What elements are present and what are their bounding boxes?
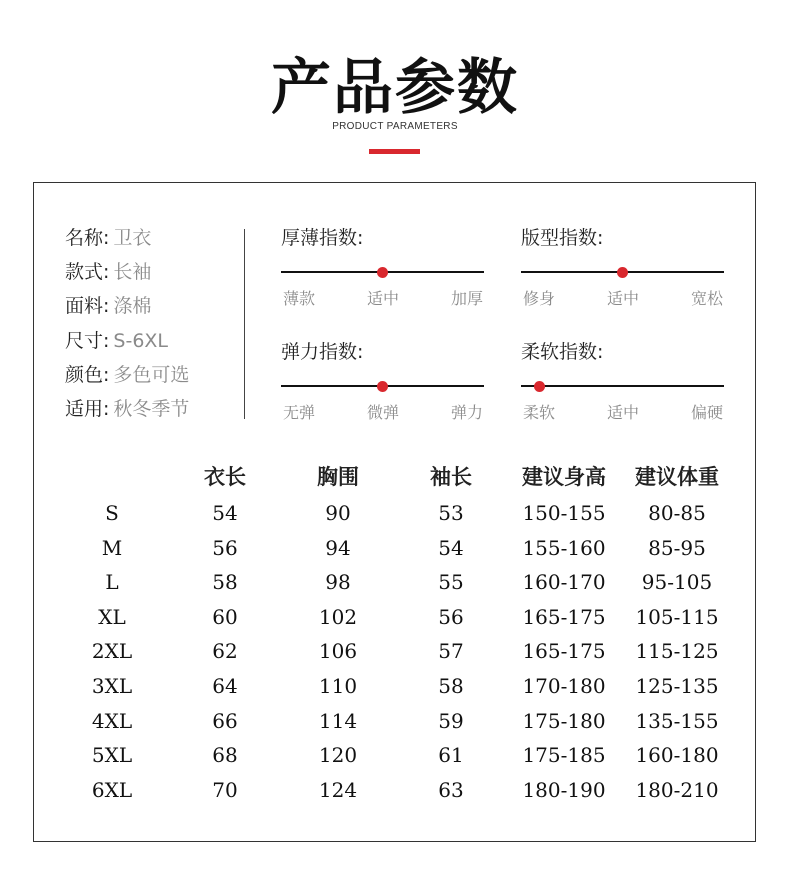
index-label-mid: 适中 <box>606 289 640 308</box>
table-cell: 175-180 <box>522 708 606 733</box>
spec-key: 适用: <box>65 398 110 420</box>
table-cell: 165-175 <box>522 639 606 664</box>
table-size-label: M <box>101 535 123 560</box>
title-accent-rule <box>369 149 420 154</box>
table-cell: 60 <box>212 604 238 629</box>
index-level-marker <box>377 267 388 278</box>
index-label-low: 柔软 <box>522 403 556 422</box>
table-size-label: L <box>105 570 119 595</box>
index-label-mid: 微弹 <box>366 403 400 422</box>
spec-style <box>65 260 151 284</box>
index-label-high: 偏硬 <box>690 403 724 422</box>
table-cell: 59 <box>438 708 464 733</box>
spec-key: 名称: <box>65 227 110 249</box>
table-header-cell: 建议身高 <box>522 465 606 489</box>
table-cell: 55 <box>438 570 464 595</box>
table-cell: 180-190 <box>522 777 606 802</box>
table-cell: 85-95 <box>648 535 706 560</box>
spec-key: 颜色: <box>65 364 110 386</box>
table-cell: 68 <box>212 743 238 768</box>
table-size-label: 6XL <box>91 777 133 802</box>
table-cell: 57 <box>438 639 464 664</box>
table-cell: 160-180 <box>635 743 719 768</box>
table-cell: 106 <box>318 639 358 664</box>
spec-fabric <box>65 294 151 318</box>
index-title: 柔软指数: <box>521 341 604 363</box>
table-cell: 62 <box>212 639 238 664</box>
spec-season <box>65 397 189 421</box>
index-label-low: 薄款 <box>282 289 316 308</box>
table-size-label: S <box>105 501 119 525</box>
table-cell: 98 <box>325 570 351 595</box>
spec-size <box>65 329 168 353</box>
spec-name <box>65 226 151 250</box>
table-header-cell: 建议体重 <box>635 465 719 489</box>
table-header-cell: 袖长 <box>430 465 472 489</box>
table-cell: 94 <box>325 535 351 560</box>
spec-value: 多色可选 <box>113 364 190 386</box>
index-label-high: 弹力 <box>450 403 484 422</box>
spec-key: 尺寸: <box>65 330 110 352</box>
index-title: 厚薄指数: <box>281 227 364 249</box>
table-cell: 160-170 <box>522 570 606 595</box>
index-title: 版型指数: <box>521 227 604 249</box>
table-cell: 53 <box>438 501 464 525</box>
table-cell: 135-155 <box>635 708 719 733</box>
table-cell: 180-210 <box>635 777 719 802</box>
table-cell: 102 <box>318 604 358 629</box>
table-header-cell: 衣长 <box>204 465 246 489</box>
table-cell: 56 <box>438 604 464 629</box>
index-label-low: 无弹 <box>282 403 316 422</box>
table-cell: 63 <box>438 777 464 802</box>
table-cell: 105-115 <box>635 604 719 629</box>
table-size-label: 3XL <box>91 674 133 698</box>
table-cell: 64 <box>212 674 238 698</box>
table-size-label: 2XL <box>91 639 133 664</box>
spec-value: 长袖 <box>113 261 152 283</box>
page-title: 产品参数 <box>271 53 519 123</box>
table-cell: 61 <box>438 743 464 768</box>
table-cell: 110 <box>318 674 358 698</box>
index-label-mid: 适中 <box>606 403 640 422</box>
table-cell: 70 <box>212 777 238 802</box>
table-header-cell: 胸围 <box>317 465 359 489</box>
table-cell: 95-105 <box>641 570 713 595</box>
index-label-low: 修身 <box>522 289 556 308</box>
index-level-marker <box>534 381 545 392</box>
spec-color <box>65 363 189 387</box>
table-cell: 80-85 <box>648 501 706 525</box>
specs-divider <box>244 229 245 419</box>
table-size-label: 4XL <box>91 708 133 733</box>
index-level-marker <box>377 381 388 392</box>
table-cell: 150-155 <box>522 501 606 525</box>
index-level-marker <box>617 267 628 278</box>
table-size-label: 5XL <box>91 743 133 768</box>
spec-key: 款式: <box>65 261 110 283</box>
table-cell: 165-175 <box>522 604 606 629</box>
index-scale-line <box>521 385 724 387</box>
spec-value: S-6XL <box>113 330 169 352</box>
table-cell: 125-135 <box>635 674 719 698</box>
spec-key: 面料: <box>65 295 110 317</box>
table-cell: 155-160 <box>522 535 606 560</box>
table-size-label: XL <box>98 604 126 629</box>
table-cell: 90 <box>325 501 351 525</box>
spec-value: 涤棉 <box>113 295 152 317</box>
spec-value: 秋冬季节 <box>113 398 190 420</box>
table-cell: 175-185 <box>522 743 606 768</box>
index-label-mid: 适中 <box>366 289 400 308</box>
index-label-high: 加厚 <box>450 289 484 308</box>
table-cell: 170-180 <box>522 674 606 698</box>
table-cell: 124 <box>318 777 358 802</box>
table-cell: 54 <box>212 501 238 525</box>
spec-value: 卫衣 <box>113 227 152 249</box>
table-cell: 58 <box>212 570 238 595</box>
index-title: 弹力指数: <box>281 341 364 363</box>
page-subtitle: PRODUCT PARAMETERS <box>332 121 458 132</box>
table-cell: 114 <box>318 708 358 733</box>
table-cell: 58 <box>438 674 464 698</box>
table-cell: 56 <box>212 535 238 560</box>
index-label-high: 宽松 <box>690 289 724 308</box>
table-cell: 66 <box>212 708 238 733</box>
table-cell: 115-125 <box>635 639 719 664</box>
table-cell: 120 <box>318 743 358 768</box>
table-cell: 54 <box>438 535 464 560</box>
